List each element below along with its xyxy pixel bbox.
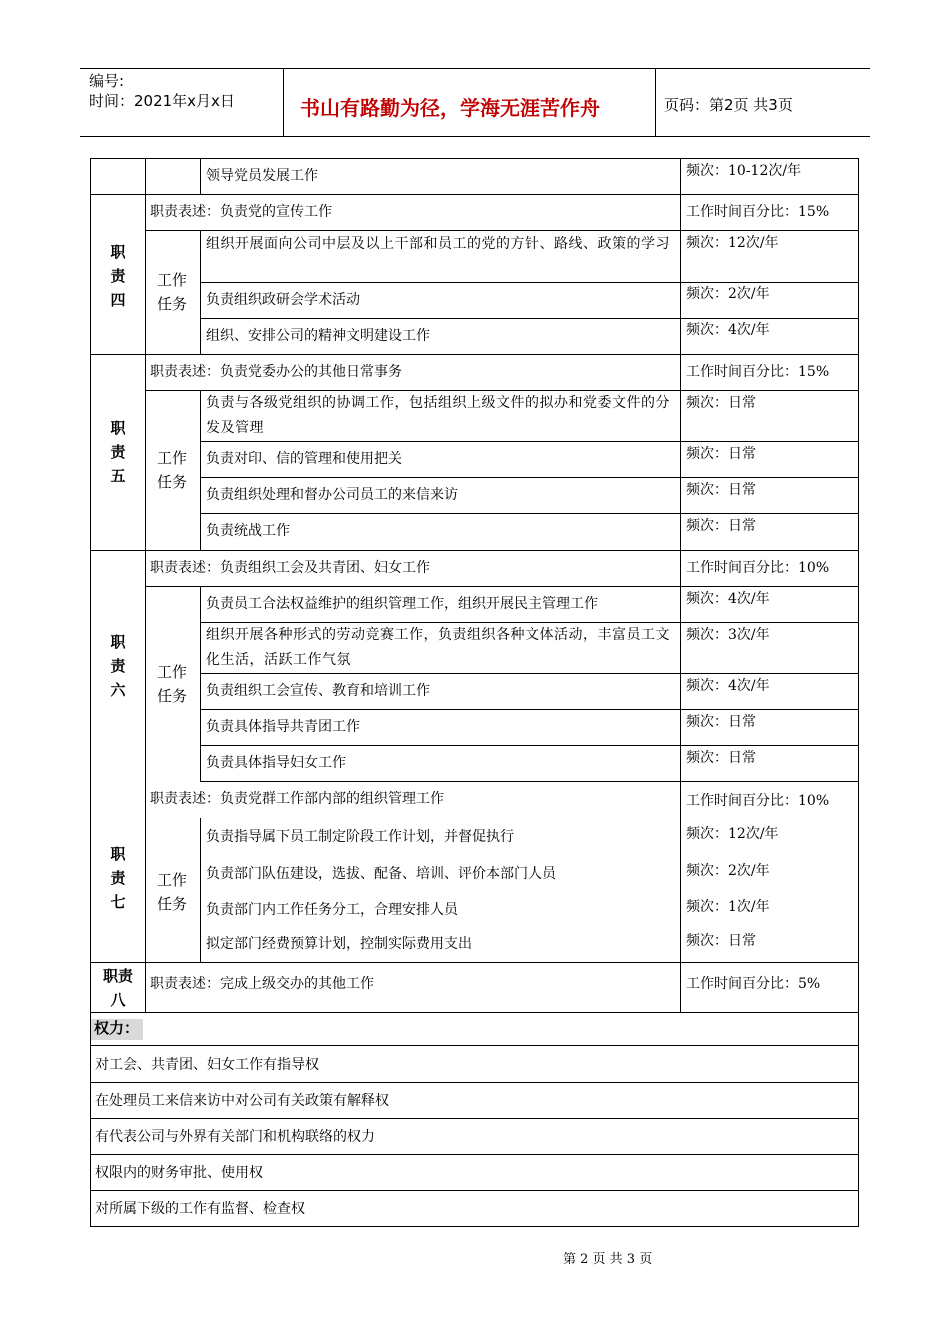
doc-number-label: 编号:	[89, 72, 125, 90]
duty-time-percent: 工作时间百分比：5%	[686, 976, 821, 992]
duty-label: 职 责 七	[110, 845, 126, 911]
duty-label: 职 责 五	[110, 419, 126, 485]
task-frequency: 频次：2次/年	[686, 863, 770, 879]
task-frequency: 频次：日常	[686, 446, 756, 462]
task-frequency: 频次：日常	[686, 518, 756, 534]
duty-label: 职 责 四	[110, 243, 126, 309]
task-text: 负责组织工会宣传、教育和培训工作	[206, 683, 430, 699]
task-frequency: 频次：日常	[686, 482, 756, 498]
duty-statement: 职责表述：负责党委办公的其他日常事务	[150, 364, 402, 380]
task-text: 负责具体指导共青团工作	[206, 719, 360, 735]
powers-title: 权力：	[94, 1019, 140, 1037]
task-frequency: 频次：4次/年	[686, 322, 770, 338]
power-item: 在处理员工来信来访中对公司有关政策有解释权	[95, 1093, 389, 1109]
task-text: 负责具体指导妇女工作	[206, 755, 346, 771]
task-label: 工作 任务	[156, 271, 187, 313]
duty-statement: 职责表述：负责党的宣传工作	[150, 204, 332, 220]
task-text: 负责组织政研会学术活动	[206, 292, 360, 308]
duty-statement: 职责表述：负责组织工会及共青团、妇女工作	[150, 560, 430, 576]
task-frequency: 频次：4次/年	[686, 591, 770, 607]
task-frequency: 频次：4次/年	[686, 678, 770, 694]
task-label: 工作 任务	[156, 871, 187, 913]
task-text: 组织、安排公司的精神文明建设工作	[206, 328, 430, 344]
doc-time-label: 时间：2021年x月x日	[89, 92, 235, 110]
task-label: 工作 任务	[156, 449, 187, 491]
task-frequency: 频次：1次/年	[686, 899, 770, 915]
power-item: 对工会、共青团、妇女工作有指导权	[95, 1057, 319, 1073]
power-item: 有代表公司与外界有关部门和机构联络的权力	[95, 1129, 375, 1145]
task-label: 工作 任务	[156, 663, 187, 705]
duty-time-percent: 工作时间百分比：10%	[686, 560, 830, 576]
task-frequency: 频次：12次/年	[686, 235, 779, 251]
task-frequency: 频次：3次/年	[686, 627, 770, 643]
task-text: 负责与各级党组织的协调工作，包括组织上级文件的拟办和党委文件的分发及管理	[206, 395, 670, 436]
header-motto: 书山有路勤为径，学海无涯苦作舟	[300, 96, 600, 120]
task-text: 负责指导属下员工制定阶段工作计划，并督促执行	[206, 829, 514, 845]
task-text: 组织开展各种形式的劳动竞赛工作，负责组织各种文体活动，丰富员工文化生活，活跃工作气氛	[206, 627, 670, 668]
task-text: 负责部门内工作任务分工，合理安排人员	[206, 902, 458, 918]
duty-label: 职责 八	[102, 967, 133, 1009]
task-text: 组织开展面向公司中层及以上干部和员工的党的方针、路线、政策的学习	[206, 236, 670, 252]
power-item: 权限内的财务审批、使用权	[95, 1165, 263, 1181]
task-frequency: 频次：日常	[686, 395, 756, 411]
task-text: 负责员工合法权益维护的组织管理工作，组织开展民主管理工作	[206, 596, 598, 612]
task-frequency: 频次：2次/年	[686, 286, 770, 302]
task-text: 负责统战工作	[206, 523, 290, 539]
duty-statement: 职责表述：完成上级交办的其他工作	[150, 976, 374, 992]
task-frequency: 频次：日常	[686, 714, 756, 730]
task-text: 负责组织处理和督办公司员工的来信来访	[206, 487, 458, 503]
task-frequency: 频次：10-12次/年	[686, 163, 802, 179]
duty-time-percent: 工作时间百分比：15%	[686, 364, 830, 380]
duty-time-percent: 工作时间百分比：15%	[686, 204, 830, 220]
task-text: 领导党员发展工作	[206, 168, 318, 184]
task-frequency: 频次：日常	[686, 933, 756, 949]
task-text: 负责部门队伍建设，选拔、配备、培训、评价本部门人员	[206, 866, 556, 882]
duty-time-percent: 工作时间百分比：10%	[686, 793, 830, 809]
task-text: 负责对印、信的管理和使用把关	[206, 451, 402, 467]
task-text: 拟定部门经费预算计划，控制实际费用支出	[206, 936, 472, 952]
duty-statement: 职责表述：负责党群工作部内部的组织管理工作	[150, 791, 444, 807]
duty-label: 职 责 六	[110, 633, 126, 699]
power-item: 对所属下级的工作有监督、检查权	[95, 1201, 305, 1217]
page-number-label: 页码：第2页 共3页	[664, 96, 793, 114]
page-footer: 第 2 页 共 3 页	[563, 1252, 653, 1267]
task-frequency: 频次：日常	[686, 750, 756, 766]
task-frequency: 频次：12次/年	[686, 826, 779, 842]
